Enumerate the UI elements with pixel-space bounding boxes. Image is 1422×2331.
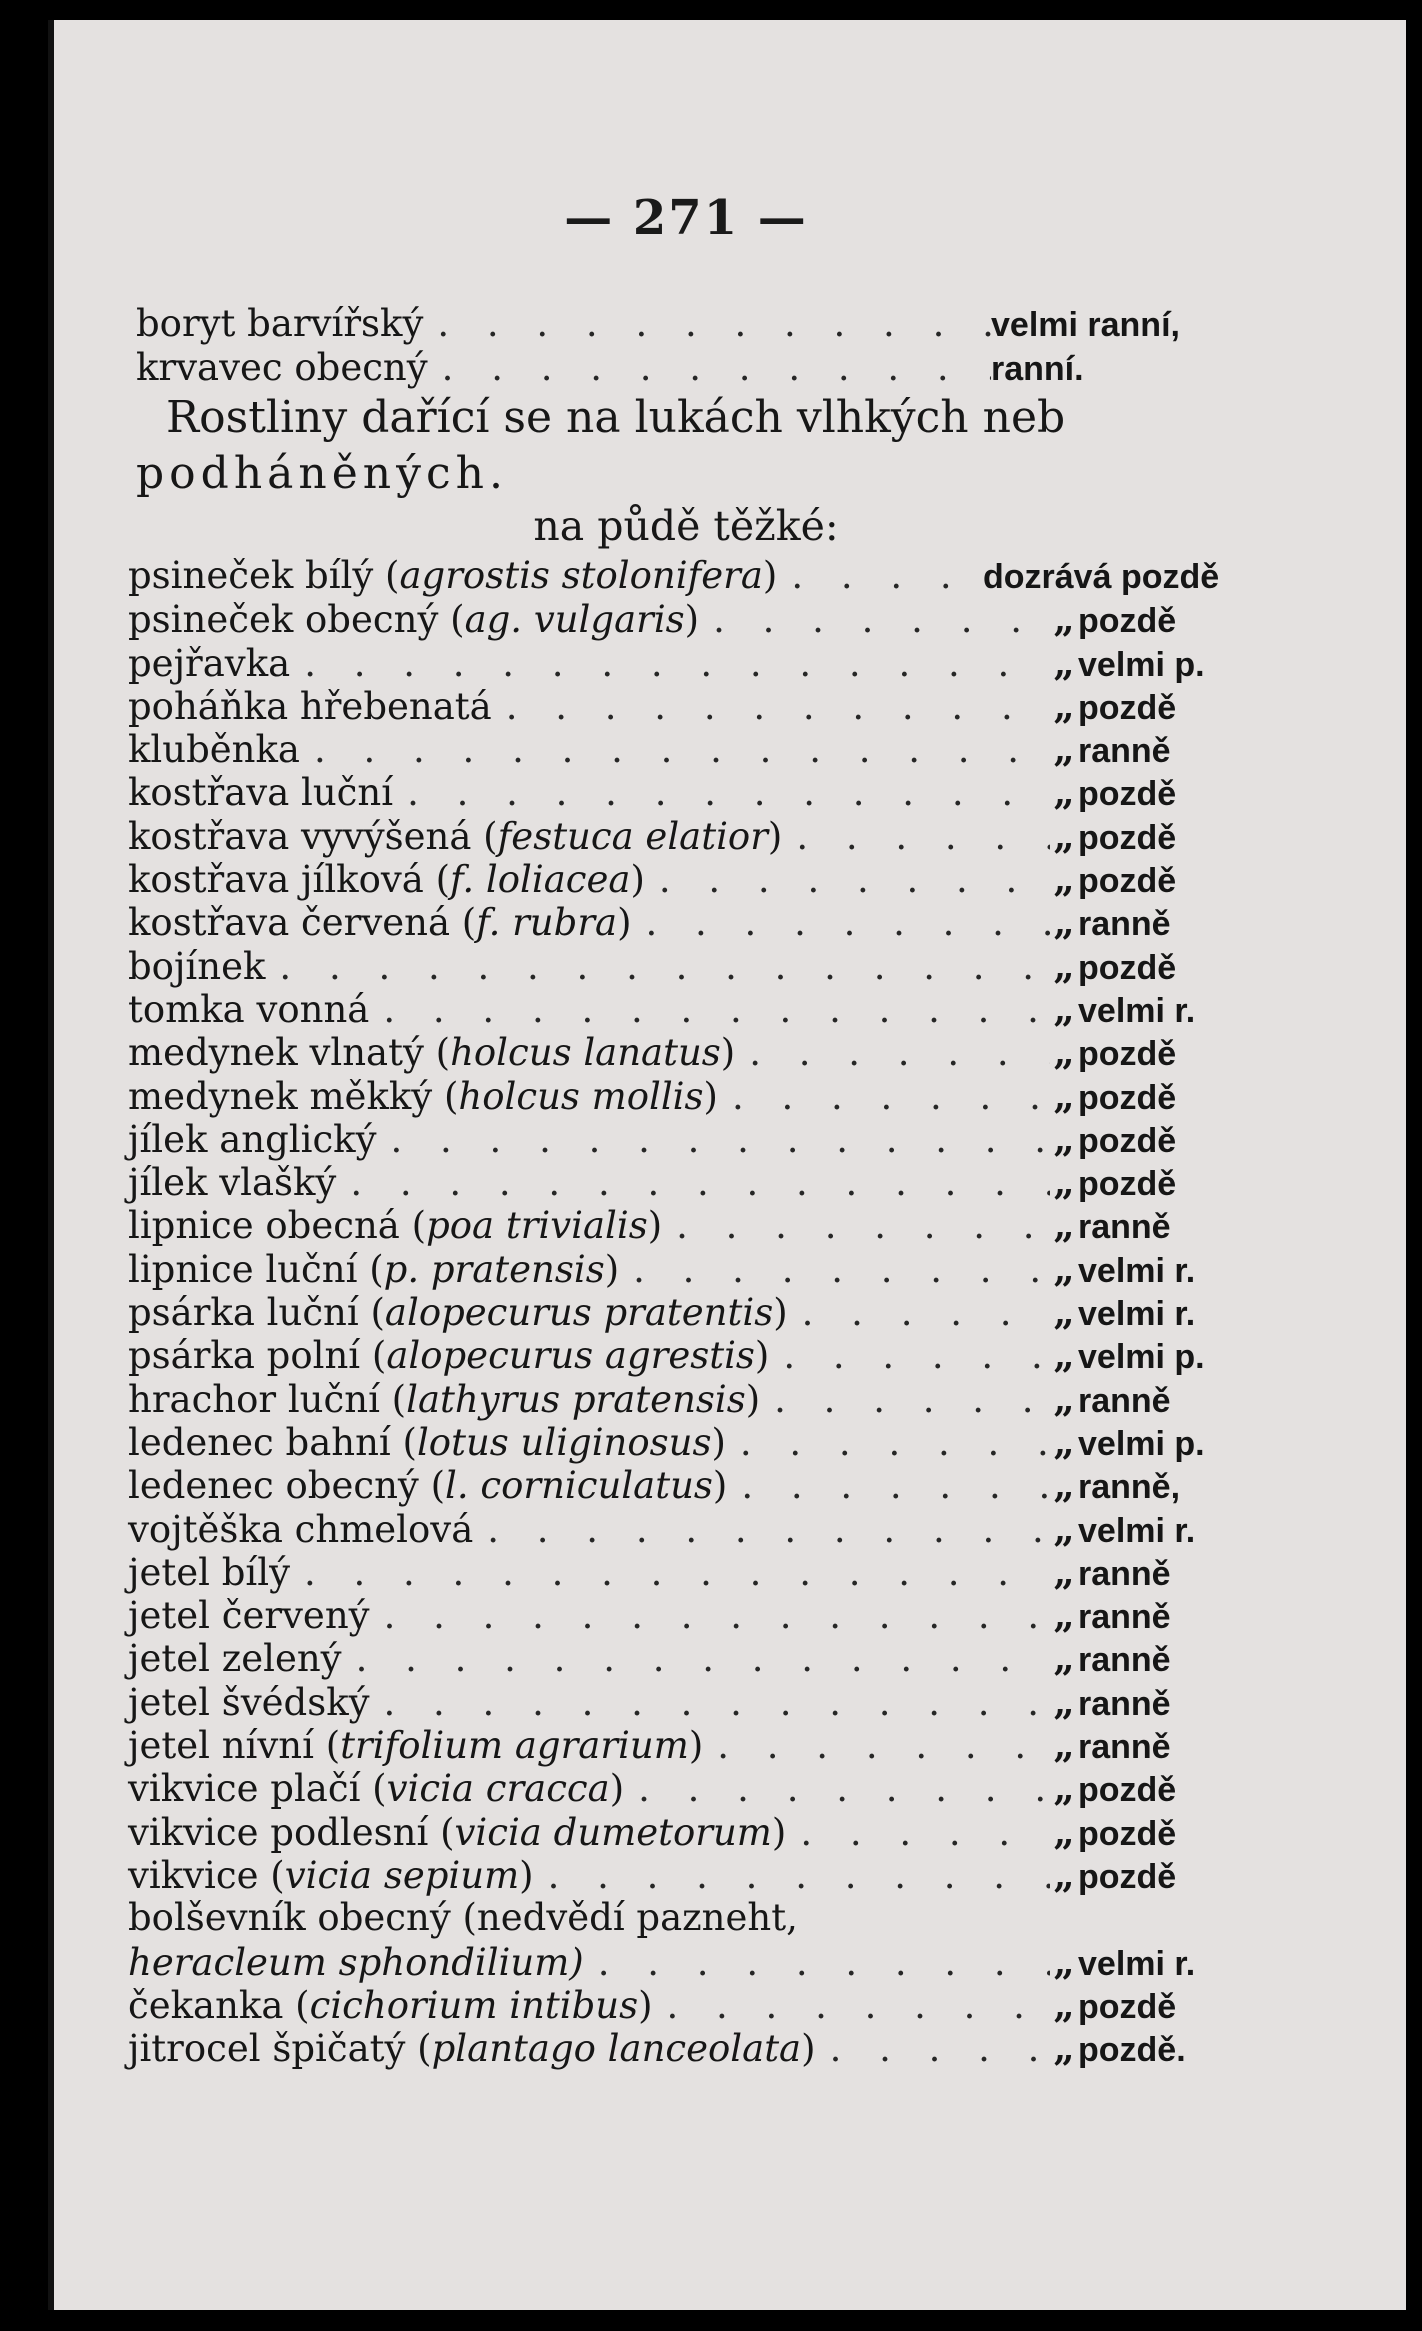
ripening-time: pozdě — [1078, 688, 1177, 727]
plant-name: vikvice — [128, 1853, 259, 1897]
ripening-time: ranně — [1078, 1208, 1171, 1247]
ditto-mark: „ — [1053, 1203, 1075, 1248]
ditto-mark: „ — [1053, 1290, 1075, 1335]
list-item — [128, 1160, 1228, 1203]
list-item — [128, 1810, 1228, 1853]
ripening-time: ranně — [1078, 1728, 1171, 1767]
leader-dots — [369, 988, 1050, 1031]
latin-name: l. corniculatus — [445, 1464, 713, 1508]
list-item — [128, 1593, 1228, 1636]
plant-name: medynek měkký — [128, 1074, 433, 1118]
ripening-time: pozdě — [1078, 1814, 1177, 1853]
ditto-mark: „ — [1053, 1636, 1075, 1681]
ditto-mark: „ — [1053, 857, 1075, 902]
leader-dots — [336, 1161, 1050, 1204]
ripening-time: velmi r. — [1078, 1251, 1196, 1290]
latin-name: vicia dumetorum — [454, 1810, 772, 1854]
ditto-mark: „ — [1053, 1766, 1075, 1811]
plant-entry — [128, 1811, 786, 1854]
plant-name: poháňka hřebenatá — [128, 684, 492, 728]
ripening-time: pozdě. — [1078, 2031, 1186, 2070]
paren-close: ) — [773, 1291, 788, 1335]
ditto-mark: „ — [1053, 597, 1075, 642]
leader-dots — [624, 1767, 1050, 1810]
paren-close: ) — [745, 1377, 761, 1421]
latin-name: heracleum sphondilium) — [128, 1940, 584, 1984]
leader-dots — [492, 685, 1050, 728]
latin-name: lotus uliginosus — [416, 1420, 712, 1464]
list-item — [128, 684, 1228, 727]
ripening-time: velmi r. — [1078, 1295, 1196, 1334]
ripening-time: pozdě — [1078, 1165, 1177, 1204]
leader-dots — [699, 598, 1050, 641]
list-item — [128, 944, 1228, 987]
leader-dots — [703, 1724, 1050, 1767]
paren-close: ) — [711, 1420, 726, 1464]
plant-entry — [128, 1378, 760, 1421]
paren-open: ( — [357, 1247, 384, 1291]
plant-name: pejřavka — [128, 641, 291, 685]
list-item — [128, 1636, 1228, 1679]
ripening-time: pozdě — [1078, 1121, 1177, 1160]
ditto-mark: „ — [1053, 1116, 1075, 1161]
ripening-time: ranně — [1078, 1641, 1171, 1680]
plant-entry — [128, 1551, 290, 1594]
plant-entry — [128, 858, 645, 901]
leader-dots — [777, 554, 955, 597]
paren-open: ( — [428, 1810, 455, 1854]
plant-name: jílek anglický — [128, 1117, 377, 1161]
leader-dots — [786, 1811, 1050, 1854]
page-number: — 271 — — [564, 190, 808, 246]
plant-entry — [128, 1508, 473, 1551]
plant-name: kostřava vyvýšená — [128, 814, 472, 858]
list-item — [128, 1853, 1228, 1896]
plant-name: lipnice luční — [128, 1247, 358, 1291]
leader-dots — [290, 642, 1050, 685]
paren-close: ) — [630, 858, 645, 902]
latin-name: agrostis stolonifera — [399, 554, 763, 597]
leader-dots — [534, 1854, 1050, 1897]
plant-entry — [128, 1464, 727, 1507]
latin-name: poa trivialis — [426, 1204, 648, 1248]
paren-open: ( — [432, 1074, 459, 1118]
plant-name: vikvice podlesní — [128, 1810, 429, 1854]
ripening-time: velmi ranní, — [991, 306, 1180, 344]
ripening-time: dozrává pozdě — [983, 558, 1220, 596]
plant-entry — [128, 1248, 619, 1291]
plant-entry — [128, 728, 300, 771]
ripening-time: velmi p. — [1078, 645, 1205, 684]
paren-open: ( — [423, 858, 451, 902]
section-heading-line2: podháněných. — [136, 448, 508, 499]
ditto-mark: „ — [1053, 1160, 1075, 1205]
leader-dots — [788, 1291, 1050, 1334]
plant-name: jetel bílý — [128, 1550, 290, 1594]
ditto-mark: „ — [1053, 1723, 1075, 1768]
paren-open: ( — [360, 1767, 387, 1811]
plant-name: čekanka — [128, 1983, 284, 2027]
plant-name: lipnice obecná — [128, 1204, 400, 1248]
paren-close: ) — [767, 814, 783, 858]
list-item — [128, 857, 1228, 900]
list-item — [128, 1117, 1228, 1160]
paren-close: ) — [688, 1724, 704, 1768]
latin-name: p. pratensis — [383, 1247, 605, 1291]
list-item — [128, 900, 1228, 943]
ditto-mark: „ — [1053, 1809, 1075, 1854]
plant-entry — [128, 2027, 816, 2070]
leader-dots — [342, 1637, 1050, 1680]
list-item — [128, 987, 1228, 1030]
plant-entry — [128, 1637, 342, 1680]
plant-name: jetel nívní — [128, 1724, 314, 1768]
list-item — [128, 770, 1228, 813]
ripening-time: velmi r. — [1078, 1944, 1196, 1983]
ditto-mark: „ — [1053, 1506, 1075, 1551]
plant-entry — [128, 1724, 703, 1767]
ripening-time: ranně — [1078, 1381, 1171, 1420]
ripening-time: pozdě — [1078, 1857, 1177, 1896]
list-item — [128, 1766, 1228, 1809]
latin-name: lathyrus pratensis — [406, 1377, 746, 1421]
latin-name: trifolium agrarium — [340, 1724, 689, 1768]
latin-name: ag. vulgaris — [464, 598, 685, 642]
list-item — [128, 1507, 1228, 1550]
plant-name: kostřava jílková — [128, 858, 424, 902]
leader-dots — [760, 1378, 1050, 1421]
plant-name: tomka vonná — [128, 987, 370, 1031]
plant-entry — [128, 1421, 726, 1464]
paren-close: ) — [519, 1853, 534, 1897]
ripening-time: pozdě — [1078, 1987, 1177, 2026]
ditto-mark: „ — [1053, 1376, 1075, 1421]
plant-name: vikvice plačí — [128, 1767, 361, 1811]
paren-open: ( — [379, 1377, 407, 1421]
paren-close: ) — [754, 1334, 770, 1378]
section-heading-line1: Rostliny dařící se na lukách vlhkých neb — [166, 392, 1066, 443]
plant-name: kostřava luční — [128, 771, 394, 815]
ripening-time: pozdě — [1078, 818, 1177, 857]
ditto-mark: „ — [1053, 813, 1075, 858]
paren-close: ) — [703, 1074, 718, 1118]
section-heading — [136, 390, 1236, 502]
paren-close: ) — [771, 1810, 787, 1854]
paren-close: ) — [762, 554, 778, 597]
subheading: na půdě těžké: — [533, 502, 839, 550]
plant-name: jetel zelený — [128, 1637, 342, 1681]
ditto-mark: „ — [1053, 1852, 1075, 1897]
paren-open: ( — [399, 1204, 427, 1248]
list-item — [128, 1377, 1228, 1420]
plant-entry — [128, 1204, 662, 1247]
leader-dots — [265, 945, 1050, 988]
ditto-mark: „ — [1053, 1463, 1075, 1508]
paren-open: ( — [423, 1031, 451, 1075]
leader-dots — [377, 1118, 1050, 1161]
leader-dots — [727, 1464, 1050, 1507]
plant-name: medynek vlnatý — [128, 1031, 424, 1075]
leader-dots — [782, 815, 1050, 858]
list-item — [128, 1290, 1228, 1333]
list-item-wrapped-line: bolševník obecný (nedvědí pazneht, — [128, 1896, 798, 1940]
ripening-time: pozdě — [1078, 1078, 1177, 1117]
ripening-time: velmi p. — [1078, 1338, 1205, 1377]
plant-entry — [128, 598, 699, 641]
leader-dots — [619, 1248, 1050, 1291]
ditto-mark: „ — [1053, 770, 1075, 815]
list-item — [128, 1030, 1228, 1073]
ditto-mark: „ — [1053, 1333, 1075, 1378]
plant-name: psineček bílý — [128, 554, 374, 597]
plant-entry — [128, 642, 290, 685]
leader-dots — [632, 901, 1050, 944]
plant-entry — [128, 1681, 370, 1724]
ditto-mark: „ — [1053, 1419, 1075, 1464]
latin-name: alopecurus agrestis — [386, 1334, 755, 1378]
paren-close: ) — [609, 1767, 625, 1811]
leader-dots — [726, 1421, 1050, 1464]
paren-close: ) — [638, 1983, 653, 2027]
plant-entry — [128, 1854, 534, 1897]
paren-open: ( — [373, 554, 400, 597]
latin-name: vicia cracca — [386, 1767, 610, 1811]
paren-open: ( — [313, 1724, 341, 1768]
leader-dots — [428, 346, 991, 389]
list-item — [128, 814, 1228, 857]
paren-open: ( — [360, 1334, 387, 1378]
leader-dots — [718, 1075, 1050, 1118]
ditto-mark: „ — [1053, 1030, 1075, 1075]
leader-dots — [584, 1941, 1050, 1984]
paren-close: ) — [617, 901, 632, 945]
ditto-mark: „ — [1053, 1679, 1075, 1724]
ripening-time: pozdě — [1078, 1771, 1177, 1810]
ditto-mark: „ — [1053, 900, 1075, 945]
ditto-mark: „ — [1053, 986, 1075, 1031]
ditto-mark: „ — [1053, 640, 1075, 685]
ripening-time: ranně — [1078, 732, 1171, 771]
list-item — [128, 1550, 1228, 1593]
ditto-mark: „ — [1053, 1939, 1075, 1984]
plant-name: jitrocel špičatý — [128, 2027, 406, 2071]
plant-name: psárka luční — [128, 1291, 359, 1335]
list-item — [128, 1203, 1228, 1246]
ripening-time: pozdě — [1078, 775, 1177, 814]
latin-name: plantago lanceolata — [431, 2027, 802, 2071]
leader-dots — [300, 728, 1050, 771]
paren-open: ( — [405, 2027, 432, 2071]
ditto-mark: „ — [1053, 1593, 1075, 1638]
paren-open: ( — [471, 814, 498, 858]
ripening-time: velmi r. — [1078, 1511, 1196, 1550]
plant-name: krvavec obecný — [136, 345, 428, 389]
leader-dots — [662, 1204, 1050, 1247]
plant-entry — [128, 685, 492, 728]
ripening-time: pozdě — [1078, 862, 1177, 901]
ditto-mark: „ — [1053, 1246, 1075, 1291]
list-item — [128, 1074, 1228, 1117]
list-item — [128, 1723, 1228, 1766]
latin-name: festuca elatior — [497, 814, 768, 858]
list-item — [128, 1463, 1228, 1506]
paren-close: ) — [720, 1031, 736, 1075]
plant-list — [128, 554, 1228, 2069]
plant-entry — [128, 1291, 788, 1334]
ripening-time: ranně — [1078, 905, 1171, 944]
paren-open: ( — [450, 901, 477, 945]
plant-name: ledenec bahní — [128, 1420, 391, 1464]
ripening-time: ranně — [1078, 1684, 1171, 1723]
plant-name: psárka polní — [128, 1334, 361, 1378]
leader-dots — [735, 1031, 1050, 1074]
latin-name: holcus lanatus — [450, 1031, 721, 1075]
list-item — [128, 641, 1228, 684]
plant-entry — [128, 1075, 718, 1118]
paren-close: ) — [712, 1464, 728, 1508]
leader-dots — [473, 1508, 1050, 1551]
list-item — [136, 346, 1236, 390]
top-entries — [136, 302, 1236, 389]
plant-entry — [128, 1118, 377, 1161]
leader-dots — [290, 1551, 1050, 1594]
list-item — [128, 727, 1228, 770]
latin-name: f. rubra — [476, 901, 618, 945]
ripening-time: pozdě — [1078, 602, 1177, 641]
ripening-time: velmi r. — [1078, 991, 1196, 1030]
leader-dots — [645, 858, 1050, 901]
list-item — [128, 597, 1228, 640]
plant-name: ledenec obecný — [128, 1464, 419, 1508]
leader-dots — [370, 1594, 1050, 1637]
paren-open: ( — [438, 598, 465, 642]
ripening-time: velmi p. — [1078, 1424, 1205, 1463]
plant-name: psineček obecný — [128, 598, 439, 642]
plant-name: jetel švédský — [128, 1680, 370, 1724]
ripening-time: ranně — [1078, 1554, 1171, 1593]
ditto-mark: „ — [1053, 1073, 1075, 1118]
ripening-time: pozdě — [1078, 1035, 1177, 1074]
list-item — [128, 2026, 1228, 2069]
plant-name: hrachor luční — [128, 1377, 380, 1421]
plant-name: jílek vlašký — [128, 1161, 337, 1205]
leader-dots — [370, 1681, 1050, 1724]
list-item — [128, 1420, 1228, 1463]
list-item — [128, 1333, 1228, 1376]
latin-name: alopecurus pratentis — [384, 1291, 774, 1335]
ditto-mark: „ — [1053, 1549, 1075, 1594]
plant-name: jetel červený — [128, 1594, 370, 1638]
ditto-mark: „ — [1053, 727, 1075, 772]
list-item — [128, 1680, 1228, 1723]
paren-open: ( — [418, 1464, 446, 1508]
leader-dots — [393, 771, 1050, 814]
ripening-time: pozdě — [1078, 948, 1177, 987]
plant-entry — [128, 901, 632, 944]
ditto-mark: „ — [1053, 943, 1075, 988]
plant-entry — [128, 815, 782, 858]
latin-name: cichorium intibus — [309, 1983, 639, 2027]
paren-close: ) — [801, 2027, 816, 2071]
paren-open: ( — [283, 1983, 310, 2027]
ditto-mark: „ — [1053, 2026, 1075, 2071]
plant-name: bojínek — [128, 944, 266, 988]
plant-entry — [128, 1031, 735, 1074]
plant-entry — [128, 1984, 653, 2027]
list-item — [128, 1247, 1228, 1290]
plant-name: kostřava červená — [128, 901, 451, 945]
plant-entry — [128, 945, 265, 988]
list-item — [136, 302, 1236, 346]
leader-dots — [653, 1984, 1050, 2027]
paren-close: ) — [684, 598, 700, 642]
leader-dots — [769, 1334, 1050, 1377]
plant-entry — [128, 1161, 336, 1204]
latin-name: vicia sepium — [284, 1853, 520, 1897]
plant-entry — [128, 554, 777, 597]
ripening-time: ranně, — [1078, 1468, 1181, 1507]
plant-name: vojtěška chmelová — [128, 1507, 474, 1551]
leader-dots — [816, 2027, 1050, 2070]
plant-name: kluběnka — [128, 728, 300, 772]
plant-entry — [128, 1767, 624, 1810]
list-item — [128, 1983, 1228, 2026]
latin-name: f. loliacea — [450, 858, 631, 902]
plant-entry — [128, 1594, 370, 1637]
paren-open: ( — [258, 1853, 285, 1897]
plant-name: boryt barvířský — [136, 302, 424, 345]
book-page — [48, 20, 1406, 2310]
list-item — [128, 554, 1228, 597]
latin-name: holcus mollis — [458, 1074, 704, 1118]
paren-close: ) — [647, 1204, 663, 1248]
plant-entry — [128, 988, 369, 1031]
leader-dots — [423, 302, 991, 345]
ripening-time: ranně — [1078, 1598, 1171, 1637]
ditto-mark: „ — [1053, 683, 1075, 728]
list-item — [128, 1940, 1228, 1983]
paren-open: ( — [390, 1420, 417, 1464]
plant-entry — [128, 1334, 769, 1377]
ripening-time: ranní. — [991, 349, 1084, 388]
plant-entry — [128, 771, 393, 814]
paren-close: ) — [604, 1247, 620, 1291]
paren-open: ( — [358, 1291, 385, 1335]
ditto-mark: „ — [1053, 1982, 1075, 2027]
